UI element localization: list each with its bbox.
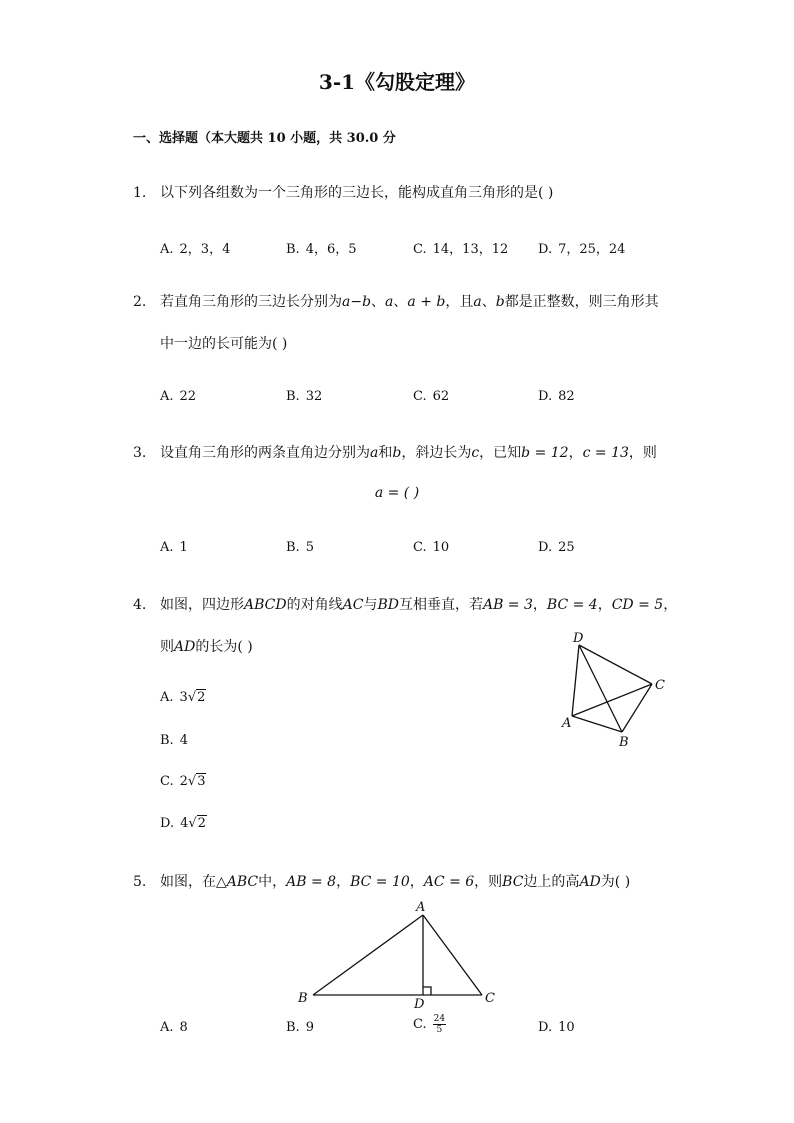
edge-cb <box>622 684 652 732</box>
option-a: A. 1 <box>160 540 188 555</box>
edge-dc <box>579 645 652 684</box>
option-c: C. 2√3 <box>160 774 206 789</box>
option-a: A. 2，3，4 <box>160 242 231 257</box>
option-b: B. 4 <box>160 733 188 748</box>
vertex-label-d: D <box>573 631 584 646</box>
vertex-label-b: B <box>619 735 629 750</box>
option-d: D. 4√2 <box>160 816 206 831</box>
option-c: C. $\frac{24}{5}$ <box>413 1014 446 1035</box>
option-d: D. 25 <box>538 540 575 555</box>
question-5: 5. 如图，在△ABC中，AB = 8，BC = 10，AC = 6，则BC边上的高AD为( ) <box>133 874 631 890</box>
triangle-figure <box>290 896 510 1016</box>
page-title: 3-1《勾股定理》 <box>318 70 476 94</box>
question-number: 1. <box>133 185 147 201</box>
sqrt-expression: 2√3 <box>179 774 206 789</box>
side-ac <box>423 915 482 995</box>
option-c: C. 10 <box>413 540 450 555</box>
vertex-label-c: C <box>655 678 665 693</box>
question-number: 2. <box>133 294 147 310</box>
quadrilateral-figure <box>555 628 675 753</box>
option-b: B. 4，6，5 <box>286 242 357 257</box>
sqrt-expression: 4√2 <box>180 816 206 831</box>
option-d: D. 7，25，24 <box>538 242 626 257</box>
question-1 <box>133 183 553 203</box>
sqrt-expression: 3√2 <box>179 690 206 705</box>
section-heading: 一、选择题（本大题共 10 小题，共 30.0 分 <box>133 131 396 146</box>
vertex-label-a: A <box>562 716 572 731</box>
option-d: D. 10 <box>538 1020 575 1035</box>
question-stem-line2: 则AD的长为( ) <box>160 639 253 655</box>
question-4: 4. 如图，四边形ABCD的对角线AC与BD互相垂直，若AB = 3，BC = 4，CD = 5， <box>133 597 678 613</box>
question-3: 3. 设直角三角形的两条直角边分别为a和b，斜边长为c，已知b = 12，c = 13，则 <box>133 445 657 461</box>
question-stem-line2: a = ( ) <box>374 485 420 501</box>
question-stem-line2: 中一边的长可能为( ) <box>160 336 288 352</box>
question-number: 5. <box>133 874 147 890</box>
diagonal-bd <box>579 645 622 732</box>
question-2: 2. 若直角三角形的三边长分别为a−b、a、a + b，且a、b都是正整数，则三角形其 <box>133 294 659 310</box>
vertex-label-b: B <box>298 991 308 1006</box>
question-number: 4. <box>133 597 147 613</box>
side-ba <box>313 915 423 995</box>
option-b: B. 32 <box>286 389 323 404</box>
option-d: D. 82 <box>538 389 575 404</box>
option-c: C. 14，13，12 <box>413 242 509 257</box>
edge-ab <box>572 716 622 732</box>
option-a: A. 22 <box>160 389 197 404</box>
fraction: $\frac{24}{5}$ <box>433 1014 446 1035</box>
option-b: B. 5 <box>286 540 314 555</box>
question-stem: 以下列各组数为一个三角形的三边长，能构成直角三角形的是( ) <box>160 185 554 201</box>
option-c: C. 62 <box>413 389 450 404</box>
vertex-label-c: C <box>485 991 495 1006</box>
option-a: A. 3√2 <box>160 690 206 705</box>
question-number: 3. <box>133 445 147 461</box>
vertex-label-a: A <box>416 900 426 915</box>
option-b: B. 9 <box>286 1020 314 1035</box>
vertex-label-d: D <box>414 997 425 1012</box>
option-a: A. 8 <box>160 1020 188 1035</box>
right-angle-mark <box>423 987 431 995</box>
edge-da <box>572 645 579 716</box>
